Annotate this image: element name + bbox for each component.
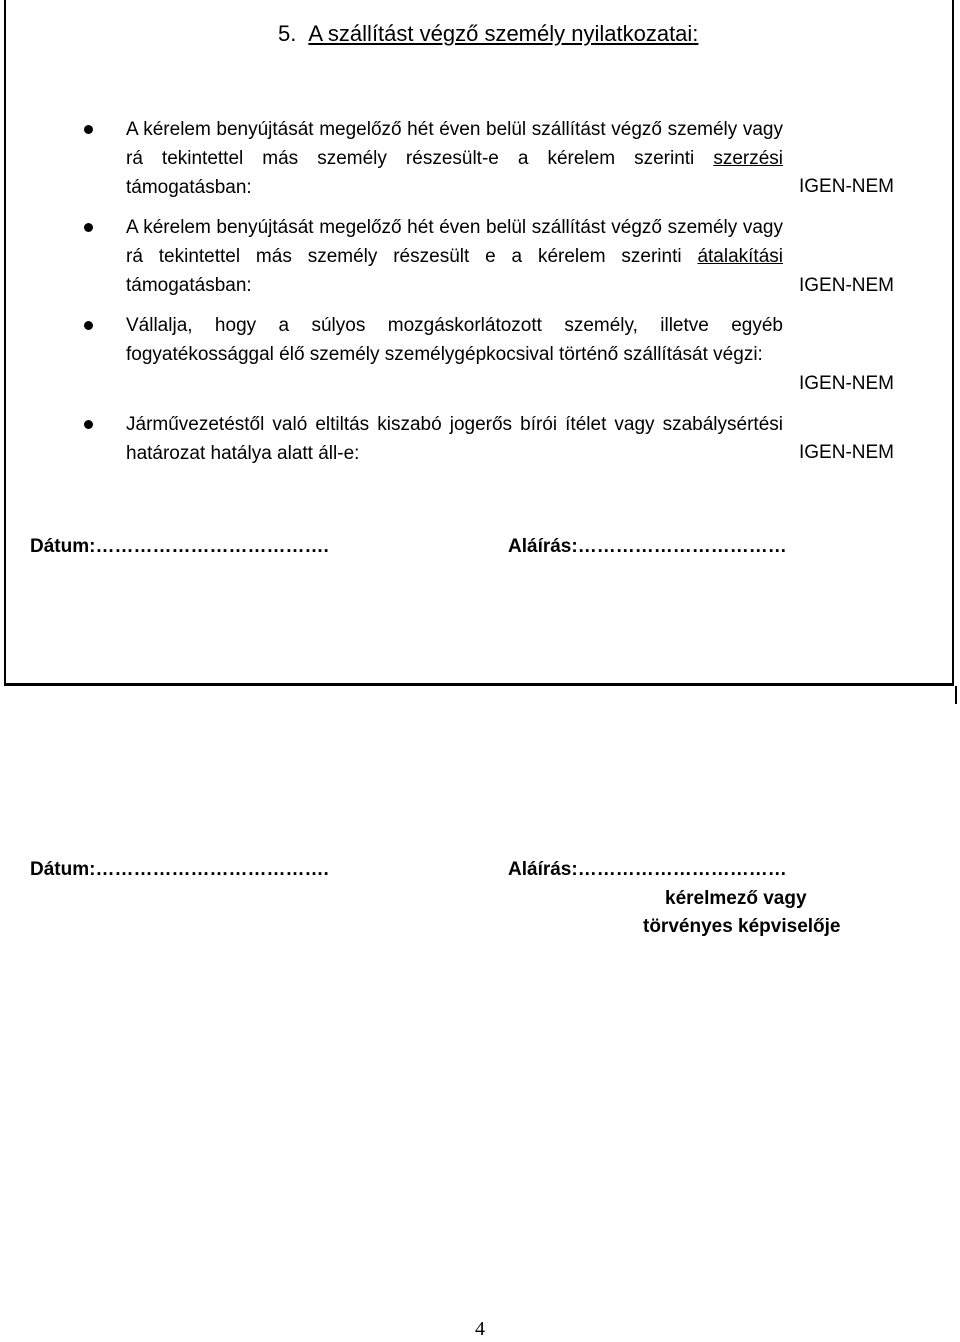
signatory-role-line-2: törvényes képviselője — [643, 916, 841, 937]
date-field-driver: Dátum:………………………………. — [30, 536, 329, 557]
answer-igen-nem-4: IGEN-NEM — [799, 442, 894, 463]
declaration-item-1: A kérelem benyújtását megelőző hét éven belül szállítást végző személy vagy rá tekintettel más személy részesült-e a kérelem szerinti szerzési támogatásban: — [126, 119, 783, 198]
page-number: 4 — [475, 1318, 485, 1340]
bullet-icon — [84, 420, 93, 429]
underlined-term: átalakítási — [697, 246, 783, 267]
signature-field-applicant: Aláírás:…………………………… — [508, 859, 787, 880]
date-field-applicant: Dátum:………………………………. — [30, 859, 329, 880]
section-title: A szállítást végző személy nyilatkozatai: — [308, 21, 699, 46]
section-heading — [278, 21, 698, 47]
underlined-term: szerzési — [713, 148, 783, 169]
signature-field-driver: Aláírás:…………………………… — [508, 536, 787, 557]
declaration-item-3: Vállalja, hogy a súlyos mozgáskorlátozott személy, illetve egyéb fogyatékossággal élő személy személygépkocsival történő szállítását végzi: — [126, 315, 783, 365]
signatory-role-line-1: kérelmező vagy — [665, 888, 807, 909]
declaration-item-2: A kérelem benyújtását megelőző hét éven belül szállítást végző személy vagy rá tekintettel más személy részesült e a kérelem szerinti átalakítási támogatásban: — [126, 217, 783, 296]
section-number: 5. — [278, 21, 297, 46]
declaration-item-4: Járművezetéstől való eltiltás kiszabó jogerős bírói ítélet vagy szabálysértési határozat hatálya alatt áll-e: — [126, 414, 783, 464]
bullet-icon — [84, 223, 93, 232]
answer-igen-nem-3: IGEN-NEM — [799, 373, 894, 394]
answer-igen-nem-1: IGEN-NEM — [799, 176, 894, 197]
bullet-icon — [84, 321, 93, 330]
bullet-icon — [84, 125, 93, 134]
box-border-tail — [955, 686, 957, 704]
answer-igen-nem-2: IGEN-NEM — [799, 275, 894, 296]
